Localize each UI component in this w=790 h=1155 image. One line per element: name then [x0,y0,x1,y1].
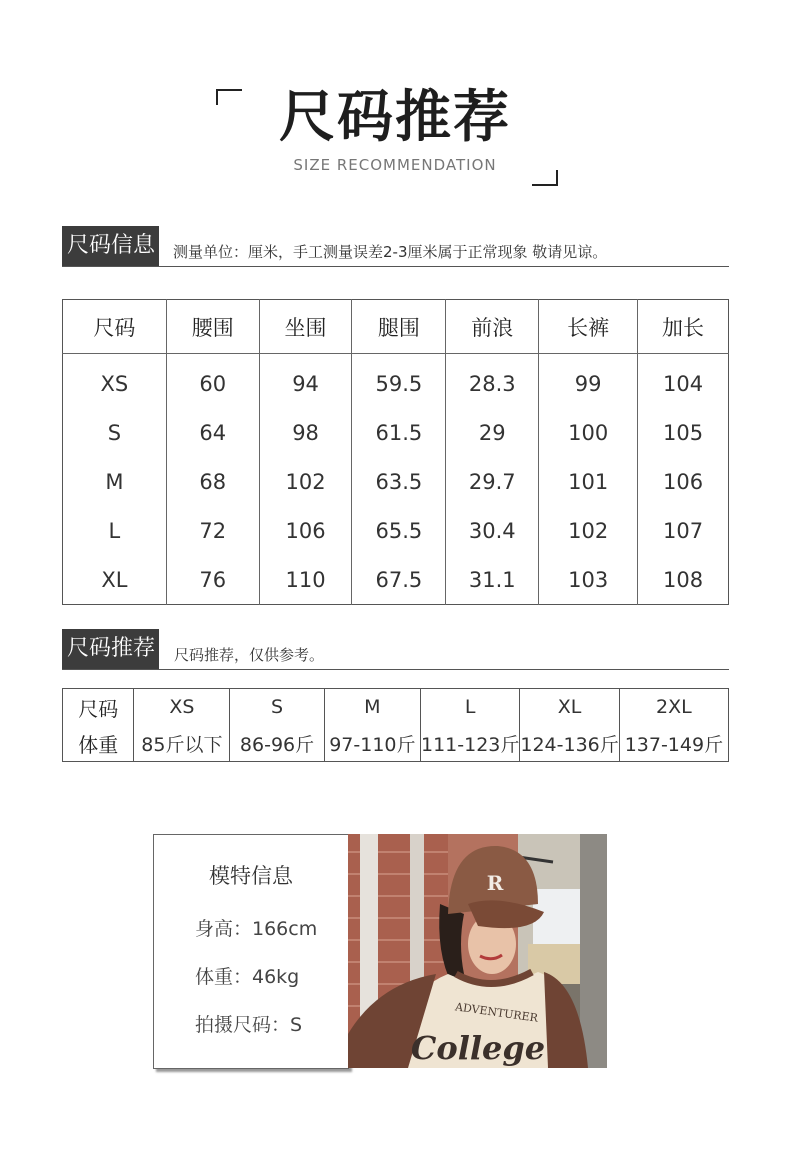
table-cell: 110 [259,555,352,605]
table-cell: 65.5 [352,506,446,555]
table-cell: 102 [539,506,638,555]
table-cell: XL [520,689,619,726]
table-cell: 31.1 [446,555,539,605]
table-cell: 104 [662,371,704,396]
model-weight: 体重：46kg [195,966,300,988]
table-cell: 111-123斤 [420,725,519,762]
model-photo [348,834,607,1068]
weight-label: 体重 [63,725,134,762]
table-cell: 94 [259,354,352,409]
table-cell: 60 [166,354,259,409]
table-cell: XS [134,689,230,726]
table-cell: 99 [539,354,638,409]
table-cell: 106 [259,506,352,555]
table-cell: 64 [166,408,259,457]
table-cell: 85斤以下 [134,725,230,762]
table-cell: S [63,408,167,457]
model-info-card [153,834,349,1069]
column-header: 长裤 [539,300,638,354]
column-header: 坐围 [259,300,352,354]
model-size: 拍摄尺码：S [195,1014,303,1036]
column-header: 加长 [638,300,729,354]
table-cell: 100 [539,408,638,457]
table-cell: 59.5 [352,354,446,409]
table-cell: L [63,506,167,555]
table-cell: XL [63,555,167,605]
shirt-text-top: ADVENTURER [454,1000,539,1025]
table-cell: 72 [166,506,259,555]
table-cell: S [230,689,324,726]
table-row [63,408,729,457]
table-cell: 29.7 [446,457,539,506]
size-rec-tag: 尺码推荐 [62,629,159,669]
size-info-tag: 尺码信息 [62,226,159,266]
table-cell: 102 [259,457,352,506]
table-row [63,506,729,555]
table-row [63,689,729,726]
table-cell: 108 [662,567,704,592]
weight-table [62,688,729,762]
table-cell: 30.4 [446,506,539,555]
table-cell: 28.3 [446,354,539,409]
table-cell: 98 [259,408,352,457]
table-cell: 137-149斤 [624,733,724,756]
cap-letter: R [486,871,504,895]
size-info-heading [62,226,729,267]
size-rec-heading [62,629,729,670]
table-cell: 63.5 [352,457,446,506]
table-cell: 76 [166,555,259,605]
table-cell: 67.5 [352,555,446,605]
table-cell: 97-110斤 [324,725,420,762]
table-cell: 68 [166,457,259,506]
page-title: 尺码推荐 [279,85,511,150]
table-cell: 29 [446,408,539,457]
table-cell: 103 [539,555,638,605]
table-cell: M [63,457,167,506]
table-cell: 86-96斤 [230,725,324,762]
size-label: 尺码 [63,689,134,726]
column-header: 腿围 [352,300,446,354]
size-info-note: 测量单位：厘米，手工测量误差2-3厘米属于正常现象 敬请见谅。 [173,243,608,261]
size-rec-note: 尺码推荐，仅供参考。 [174,646,325,664]
model-info-title: 模特信息 [209,864,293,888]
page-subtitle: SIZE RECOMMENDATION [293,156,497,174]
table-header-row [63,300,729,354]
table-cell: 101 [539,457,638,506]
table-cell: 2XL [656,696,692,718]
table-cell: XS [63,354,167,409]
table-row [63,555,729,605]
table-cell: 107 [662,518,704,543]
table-cell: 61.5 [352,408,446,457]
title-corner-bottom-right [532,170,558,186]
column-header: 尺码 [63,300,167,354]
table-cell: 124-136斤 [520,725,619,762]
column-header: 前浪 [446,300,539,354]
table-cell: 106 [662,469,704,494]
table-row [63,725,729,762]
model-height: 身高：166cm [195,918,318,940]
table-cell: L [420,689,519,726]
table-row [63,457,729,506]
table-cell: M [324,689,420,726]
table-cell: 105 [662,420,704,445]
shirt-text-main: College [410,1029,546,1067]
table-row [63,354,729,409]
column-header: 腰围 [166,300,259,354]
size-table [62,299,729,605]
